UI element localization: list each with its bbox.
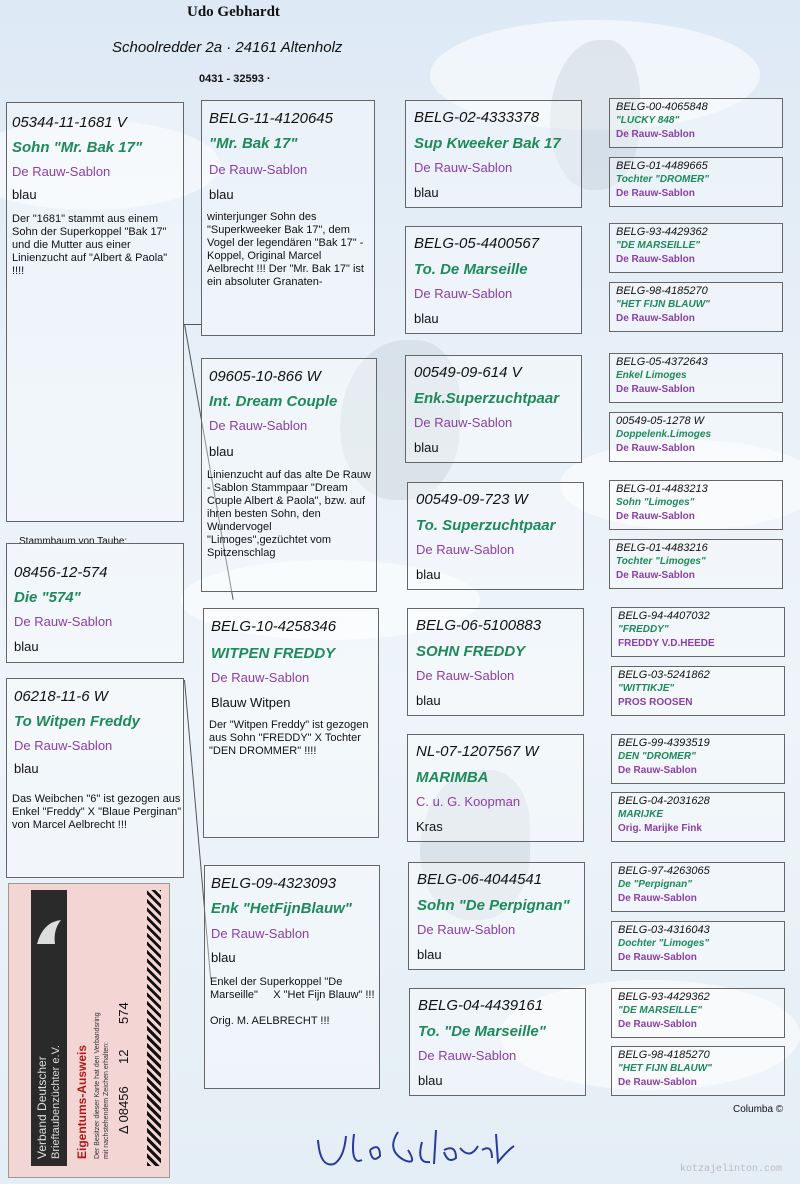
- gen2-color: blau: [209, 444, 234, 459]
- card-ring: Δ 08456: [116, 1086, 131, 1134]
- gen4-breeder: De Rauw-Sablon: [616, 511, 695, 522]
- card-fine: Der Besitzer dieser Karte hat den Verbandsring: [94, 1012, 101, 1159]
- gen2-name: "Mr. Bak 17": [209, 135, 298, 152]
- owner-name: Udo Gebhardt: [187, 4, 280, 20]
- gen3-ring: BELG-06-4044541: [417, 871, 543, 888]
- gen2-note: Der "Witpen Freddy" ist gezogen aus Sohn "FREDDY" X Tochter "DEN DROMMER" !!!!: [209, 719, 369, 757]
- gen4-box: [611, 1046, 785, 1096]
- gen4-breeder: Orig. Marijke Fink: [618, 823, 702, 834]
- gen2-name: Enk "HetFijnBlauw": [211, 900, 352, 917]
- gen4-name: "FREDDY": [618, 624, 669, 635]
- gen3-ring: 00549-09-723 W: [416, 491, 528, 508]
- gen3-breeder: De Rauw-Sablon: [416, 542, 515, 557]
- owner-phone: 0431 - 32593 ·: [199, 73, 271, 85]
- card-fine2: mit nachstehendem Zeichen erhalten:: [103, 1041, 110, 1159]
- gen4-ring: BELG-01-4483216: [616, 542, 708, 554]
- gen2-name: WITPEN FREDDY: [211, 645, 336, 662]
- gen4-box: [609, 539, 783, 589]
- gen2-box: [203, 608, 379, 838]
- gen2-breeder: De Rauw-Sablon: [211, 670, 310, 685]
- gen3-name: To. De Marseille: [414, 261, 528, 278]
- gen3-breeder: De Rauw-Sablon: [417, 922, 516, 937]
- gen4-box: [611, 792, 785, 842]
- gen3-name: MARIMBA: [416, 769, 489, 786]
- gen4-ring: BELG-01-4483213: [616, 483, 708, 495]
- gen3-color: blau: [418, 1073, 443, 1088]
- gen4-ring: BELG-00-4065848: [616, 101, 708, 113]
- gen4-ring: BELG-01-4489665: [616, 160, 708, 172]
- dam-name: To Witpen Freddy: [14, 713, 140, 730]
- gen4-name: Enkel Limoges: [616, 370, 687, 381]
- gen4-breeder: De Rauw-Sablon: [616, 254, 695, 265]
- gen2-note: Linienzucht auf das alte De Rauw - Sablon Stammpaar "Dream Couple Albert & Paola", bzw. auf ihren besten Sohn, den Wundervogel "Limoges",gezüchtet vom Spitzenschlag: [207, 469, 371, 559]
- gen4-breeder: PROS ROOSEN: [618, 697, 693, 708]
- gen3-breeder: C. u. G. Koopman: [416, 794, 521, 809]
- card-checker-border: [147, 890, 161, 1166]
- dam-color: blau: [14, 761, 39, 776]
- gen3-color: Kras: [416, 819, 443, 834]
- gen3-box: [409, 988, 586, 1096]
- subject-color: blau: [12, 187, 37, 202]
- gen4-name: "WITTIKJE": [618, 683, 675, 694]
- gen4-ring: BELG-93-4429362: [616, 226, 708, 238]
- gen2-ring: BELG-11-4120645: [209, 110, 333, 127]
- dam-box: [6, 678, 184, 878]
- gen4-box: [611, 666, 785, 716]
- subject-note: Der "1681" stammt aus einem Sohn der Superkoppel "Bak 17" und die Mutter aus einer Linienzucht auf "Albert & Paola" !!!!: [12, 213, 168, 277]
- gen4-name: Dochter "Limoges": [618, 938, 710, 949]
- gen4-box: [609, 480, 783, 530]
- sibling-breeder: De Rauw-Sablon: [14, 614, 113, 629]
- gen4-breeder: De Rauw-Sablon: [618, 1077, 697, 1088]
- subject-breeder: De Rauw-Sablon: [12, 164, 111, 179]
- sibling-box: [6, 543, 184, 663]
- gen4-box: [609, 98, 783, 148]
- gen2-box: [201, 100, 375, 336]
- site-watermark: kotzajelinton.com: [680, 1164, 783, 1175]
- sibling-ring: 08456-12-574: [14, 564, 108, 581]
- dam-ring: 06218-11-6 W: [14, 688, 108, 705]
- gen3-color: blau: [414, 440, 439, 455]
- gen3-breeder: De Rauw-Sablon: [418, 1048, 517, 1063]
- gen2-note: winterjunger Sohn des "Superkweeker Bak 17", dem Vogel der legendären "Bak 17" - Koppel, Original Marcel Aelbrecht !!! Der "Mr. Bak 17" ist ein absoluter Granaten-: [207, 211, 364, 288]
- gen3-box: [407, 608, 584, 716]
- gen4-breeder: De Rauw-Sablon: [616, 188, 695, 199]
- gen3-box: [405, 100, 582, 208]
- gen3-breeder: De Rauw-Sablon: [414, 160, 513, 175]
- gen4-ring: BELG-05-4372643: [616, 356, 708, 368]
- gen3-name: SOHN FREDDY: [416, 643, 526, 660]
- gen3-name: To. Superzuchtpaar: [416, 517, 556, 534]
- dam-breeder: De Rauw-Sablon: [14, 738, 113, 753]
- ownership-card: [8, 883, 170, 1178]
- gen3-name: To. "De Marseille": [418, 1023, 546, 1040]
- gen4-name: "DE MARSEILLE": [616, 240, 700, 251]
- gen4-box: [611, 607, 785, 657]
- gen3-name: Sohn "De Perpignan": [417, 897, 570, 914]
- gen2-ring: BELG-09-4323093: [211, 875, 337, 892]
- sibling-color: blau: [14, 639, 39, 654]
- gen3-box: [405, 355, 582, 463]
- gen4-ring: BELG-93-4429362: [618, 991, 710, 1003]
- gen4-breeder: De Rauw-Sablon: [616, 443, 695, 454]
- gen3-ring: BELG-04-4439161: [418, 997, 544, 1014]
- gen2-note: Enkel der Superkoppel "De Marseille" X "Het Fijn Blauw" !!! Orig. M. AELBRECHT !!!: [210, 976, 375, 1027]
- gen4-box: [609, 157, 783, 207]
- gen3-ring: 00549-09-614 V: [414, 364, 522, 381]
- gen4-name: Tochter "DROMER": [616, 174, 710, 185]
- gen4-breeder: De Rauw-Sablon: [616, 313, 695, 324]
- gen2-color: Blauw Witpen: [211, 695, 291, 710]
- signature: [310, 1120, 520, 1180]
- gen4-name: "HET FIJN BLAUW": [618, 1063, 712, 1074]
- gen4-ring: 00549-05-1278 W: [616, 415, 705, 427]
- subject-name: Sohn "Mr. Bak 17": [12, 139, 143, 156]
- gen4-name: "LUCKY 848": [616, 115, 680, 126]
- gen4-box: [609, 282, 783, 332]
- gen3-ring: BELG-06-5100883: [416, 617, 542, 634]
- sibling-name: Die "574": [14, 589, 81, 606]
- gen4-breeder: De Rauw-Sablon: [616, 384, 695, 395]
- gen4-box: [611, 734, 785, 784]
- gen2-name: Int. Dream Couple: [209, 393, 338, 410]
- gen2-breeder: De Rauw-Sablon: [209, 162, 308, 177]
- gen3-color: blau: [416, 567, 441, 582]
- gen4-ring: BELG-97-4263065: [618, 865, 710, 877]
- gen3-color: blau: [414, 311, 439, 326]
- gen4-name: "DE MARSEILLE": [618, 1005, 702, 1016]
- gen4-ring: BELG-98-4185270: [616, 285, 708, 297]
- gen4-name: DEN "DROMER": [618, 751, 696, 762]
- gen2-ring: BELG-10-4258346: [211, 618, 337, 635]
- gen4-box: [609, 412, 783, 462]
- gen3-breeder: De Rauw-Sablon: [414, 415, 513, 430]
- gen4-breeder: De Rauw-Sablon: [618, 893, 697, 904]
- gen3-color: blau: [417, 947, 442, 962]
- stammbaum-label: Stammbaum von Taube:: [19, 536, 128, 547]
- gen4-breeder: De Rauw-Sablon: [616, 129, 695, 140]
- gen3-box: [407, 482, 584, 590]
- gen4-ring: BELG-94-4407032: [618, 610, 710, 622]
- gen3-ring: BELG-05-4400567: [414, 235, 540, 252]
- pigeon-logo-icon: [33, 914, 65, 954]
- connector-line: [184, 324, 202, 325]
- gen4-ring: BELG-03-4316043: [618, 924, 710, 936]
- gen3-name: Sup Kweeker Bak 17: [414, 135, 561, 152]
- gen2-color: blau: [209, 187, 234, 202]
- gen4-ring: BELG-99-4393519: [618, 737, 710, 749]
- gen3-box: [408, 862, 585, 970]
- gen4-breeder: De Rauw-Sablon: [616, 570, 695, 581]
- gen3-box: [405, 226, 582, 334]
- gen3-color: blau: [416, 693, 441, 708]
- gen4-box: [611, 988, 785, 1038]
- gen4-box: [609, 223, 783, 273]
- gen4-ring: BELG-04-2031628: [618, 795, 710, 807]
- gen4-name: Tochter "Limoges": [616, 556, 706, 567]
- card-org: Verband Deutscher: [35, 1056, 49, 1159]
- gen2-box: [204, 865, 380, 1089]
- gen3-box: [407, 734, 584, 842]
- gen4-name: Doppelenk.Limoges: [616, 429, 712, 440]
- gen2-box: [201, 358, 377, 592]
- gen3-breeder: De Rauw-Sablon: [414, 286, 513, 301]
- subject-ring: 05344-11-1681 V: [12, 114, 127, 131]
- gen2-color: blau: [211, 950, 236, 965]
- gen4-name: Sohn "Limoges": [616, 497, 695, 508]
- gen3-ring: BELG-02-4333378: [414, 109, 540, 126]
- gen4-ring: BELG-03-5241862: [618, 669, 710, 681]
- gen4-box: [611, 921, 785, 971]
- subject-box: [6, 102, 184, 522]
- gen2-breeder: De Rauw-Sablon: [211, 926, 310, 941]
- gen3-ring: NL-07-1207567 W: [416, 743, 539, 760]
- gen4-box: [611, 862, 785, 912]
- credit: Columba ©: [733, 1104, 784, 1115]
- dam-note: Das Weibchen "6" ist gezogen aus Enkel "Freddy" X "Blaue Perginan" von Marcel Aelbrecht !!!: [12, 793, 182, 831]
- gen4-ring: BELG-98-4185270: [618, 1049, 710, 1061]
- gen3-breeder: De Rauw-Sablon: [416, 668, 515, 683]
- gen4-name: MARIJKE: [618, 809, 664, 820]
- card-org2: Brieftaubenzüchter e.V.: [50, 1045, 62, 1159]
- gen4-name: "HET FIJN BLAUW": [616, 299, 710, 310]
- card-year: 12: [116, 1049, 131, 1064]
- gen2-breeder: De Rauw-Sablon: [209, 418, 308, 433]
- gen4-box: [609, 353, 783, 403]
- gen4-name: De "Perpignan": [618, 879, 692, 890]
- gen4-breeder: De Rauw-Sablon: [618, 1019, 697, 1030]
- gen3-name: Enk.Superzuchtpaar: [414, 390, 560, 407]
- gen4-breeder: De Rauw-Sablon: [618, 765, 697, 776]
- gen2-ring: 09605-10-866 W: [209, 368, 321, 385]
- gen4-breeder: De Rauw-Sablon: [618, 952, 697, 963]
- gen3-color: blau: [414, 185, 439, 200]
- card-num: 574: [116, 1002, 131, 1024]
- gen4-breeder: FREDDY V.D.HEEDE: [618, 638, 715, 649]
- owner-address: Schoolredder 2a · 24161 Altenholz: [112, 39, 343, 56]
- card-title: Eigentums-Ausweis: [75, 1044, 89, 1159]
